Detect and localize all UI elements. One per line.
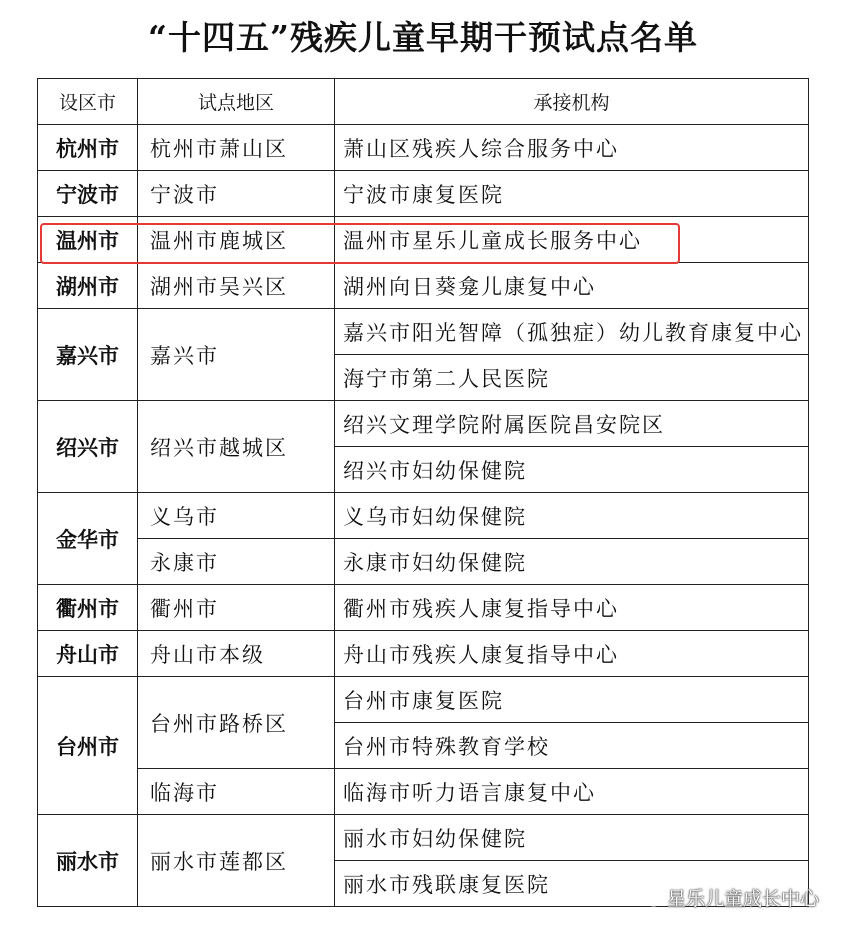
table-row: [38, 677, 809, 723]
area-cell: 丽水市莲都区: [138, 815, 335, 907]
area-cell: 义乌市: [138, 493, 335, 539]
table-row: [38, 309, 809, 355]
area-cell: 绍兴市越城区: [138, 401, 335, 493]
header-city: 设区市: [38, 79, 138, 125]
org-cell: 嘉兴市阳光智障（孤独症）幼儿教育康复中心: [335, 309, 809, 355]
org-cell: 永康市妇幼保健院: [335, 539, 809, 585]
city-cell: 湖州市: [38, 263, 138, 309]
org-cell: 萧山区残疾人综合服务中心: [335, 125, 809, 171]
table-row: [38, 631, 809, 677]
table-row: [38, 171, 809, 217]
org-cell: 丽水市残联康复医院: [335, 861, 809, 907]
org-cell: 衢州市残疾人康复指导中心: [335, 585, 809, 631]
org-cell: 海宁市第二人民医院: [335, 355, 809, 401]
area-cell: 宁波市: [138, 171, 335, 217]
wechat-icon: [639, 888, 661, 908]
city-cell: 台州市: [38, 677, 138, 815]
city-cell: 杭州市: [38, 125, 138, 171]
city-cell: 舟山市: [38, 631, 138, 677]
table-row: [38, 493, 809, 539]
pilot-list-table: [37, 78, 809, 907]
header-area: 试点地区: [138, 79, 335, 125]
city-cell: 温州市: [38, 217, 138, 263]
page-title: “十四五”残疾儿童早期干预试点名单: [148, 18, 698, 57]
area-cell: 湖州市吴兴区: [138, 263, 335, 309]
org-cell: 丽水市妇幼保健院: [335, 815, 809, 861]
watermark: [639, 884, 819, 911]
area-cell: 永康市: [138, 539, 335, 585]
area-cell: 台州市路桥区: [138, 677, 335, 769]
city-cell: 衢州市: [38, 585, 138, 631]
table-row: [38, 401, 809, 447]
org-cell: 舟山市残疾人康复指导中心: [335, 631, 809, 677]
city-cell: 丽水市: [38, 815, 138, 907]
table-row: [38, 539, 809, 585]
org-cell: 台州市特殊教育学校: [335, 723, 809, 769]
city-cell: 宁波市: [38, 171, 138, 217]
area-cell: 衢州市: [138, 585, 335, 631]
table-row-highlighted: [38, 217, 809, 263]
city-cell: 嘉兴市: [38, 309, 138, 401]
watermark-text: 星乐儿童成长中心: [666, 888, 819, 910]
area-cell: 杭州市萧山区: [138, 125, 335, 171]
table-row: [38, 263, 809, 309]
city-cell: 金华市: [38, 493, 138, 585]
city-cell: 绍兴市: [38, 401, 138, 493]
table-row: [38, 585, 809, 631]
table-row: [38, 769, 809, 815]
area-cell: 嘉兴市: [138, 309, 335, 401]
header-org: 承接机构: [335, 79, 809, 125]
area-cell: 临海市: [138, 769, 335, 815]
area-cell: 温州市鹿城区: [138, 217, 335, 263]
table-row: [38, 815, 809, 861]
table-header-row: [38, 79, 809, 125]
org-cell: 台州市康复医院: [335, 677, 809, 723]
area-cell: 舟山市本级: [138, 631, 335, 677]
org-cell: 临海市听力语言康复中心: [335, 769, 809, 815]
org-cell: 温州市星乐儿童成长服务中心: [335, 217, 809, 263]
org-cell: 绍兴市妇幼保健院: [335, 447, 809, 493]
org-cell: 宁波市康复医院: [335, 171, 809, 217]
org-cell: 湖州向日葵龛儿康复中心: [335, 263, 809, 309]
org-cell: 义乌市妇幼保健院: [335, 493, 809, 539]
table-row: [38, 125, 809, 171]
org-cell: 绍兴文理学院附属医院昌安院区: [335, 401, 809, 447]
